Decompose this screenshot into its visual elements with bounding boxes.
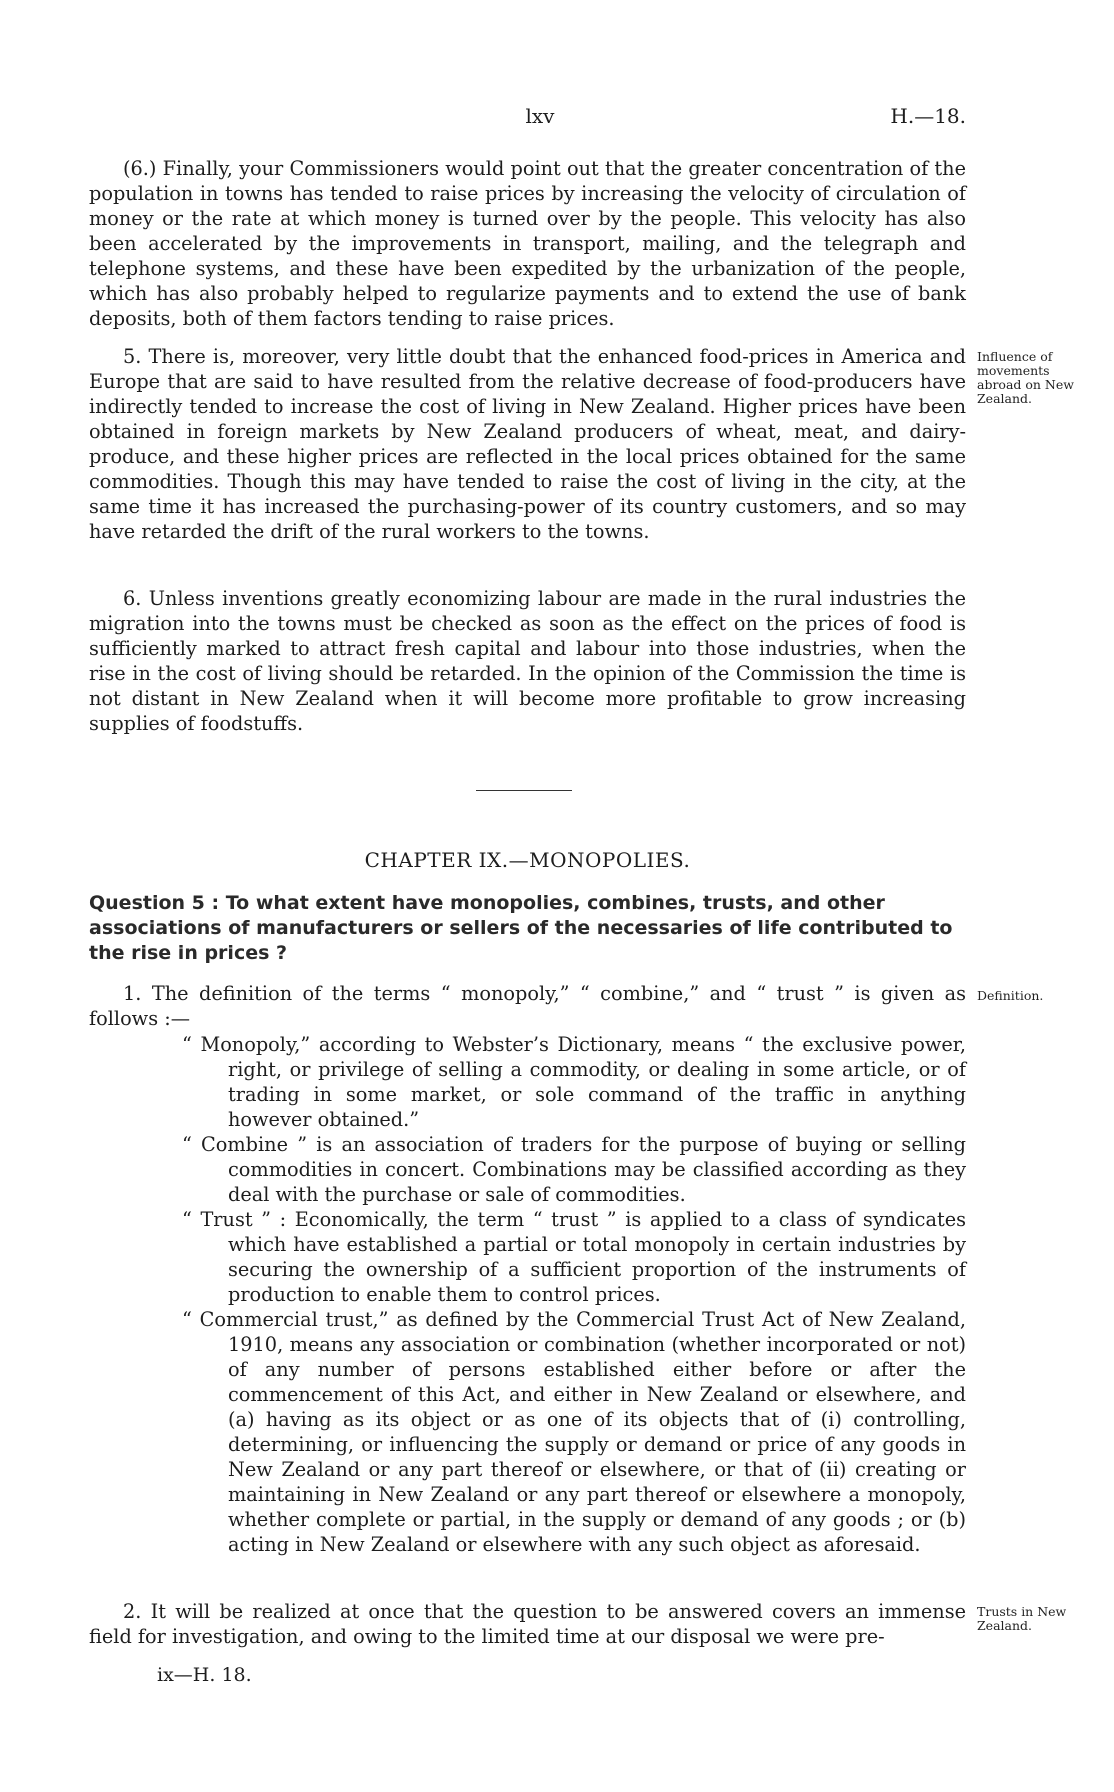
margin-note-trusts: Trusts in New Zealand. (977, 1604, 1067, 1633)
definition-combine: “ Combine ” is an association of traders for the purpose of buying or selling commodities in concert. Combinations may be classified according as they deal with the purchase or sale of commodities. (182, 1133, 966, 1206)
page-number: lxv (525, 104, 555, 128)
paragraph-text: 2. It will be realized at once that the question to be answered covers an immense field for investigation, and owing to the limited time at our disposal we were pre- (89, 1600, 966, 1648)
paragraph-5 (89, 344, 966, 544)
paragraph-six-finally (89, 156, 966, 331)
chapter-question: Question 5 : To what extent have monopolies, combines, trusts, and other associations of manufacturers or sellers of the necessaries of life contributed to the rise in prices ? (89, 892, 953, 964)
paragraph-text: 5. There is, moreover, very little doubt that the enhanced food-prices in America and Europe that are said to have resulted from the relative decrease of food-producers have indirectly tended to increase the cost of living in New Zealand. Higher prices have been obtained in foreign markets by New Zealand producers of wheat, meat, and dairy-produce, and these higher prices are reflected in the local prices obtained for the same commodities. Though this may have tended to raise the cost of living in the city, at the same time it has increased the purchasing-power of its country customers, and so may have retarded the drift of the rural workers to the towns. (89, 345, 966, 543)
paragraph-1 (89, 981, 966, 1031)
chapter-title: CHAPTER IX.—MONOPOLIES. (364, 848, 691, 872)
definition-monopoly: “ Monopoly,” according to Webster’s Dictionary, means “ the exclusive power, right, or privilege of selling a commodity, or dealing in some article, or of trading in some market, or sole command of the traffic in anything however obtained.” (182, 1033, 966, 1131)
paragraph-2 (89, 1599, 966, 1649)
definitions-list (182, 1032, 966, 1557)
definition-commercial-trust: “ Commercial trust,” as defined by the Commercial Trust Act of New Zealand, 1910, means any association or combination (whether incorporated or not) of any number of persons established either before or after the commencement of this Act, and either in New Zealand or elsewhere, and (a) having as its object or as one of its objects that of (i) controlling, determining, or influencing the supply or demand or price of any goods in New Zealand or any part thereof or elsewhere, or that of (ii) creating or maintaining in New Zealand or any part thereof or elsewhere a monopoly, whether complete or partial, in the supply or demand of any goods ; or (b) acting in New Zealand or elsewhere with any such object as aforesaid. (182, 1308, 966, 1556)
paragraph-text: (6.) Finally, your Commissioners would point out that the greater concentration of the population in towns has tended to raise prices by increasing the velocity of circulation of money or the rate at which money is turned over by the people. This velocity has also been accelerated by the improvements in transport, mailing, and the telegraph and telephone systems, and these have been expedited by the urbanization of the people, which has also probably helped to regularize payments and to extend the use of bank deposits, both of them factors tending to raise prices. (89, 157, 966, 330)
paragraph-text: 6. Unless inventions greatly economizing labour are made in the rural industries the migration into the towns must be checked as soon as the effect on the prices of food is sufficiently marked to attract fresh capital and labour into those industries, when the rise in the cost of living should be retarded. In the opinion of the Commission the time is not distant in New Zealand when it will become more profitable to grow increasing supplies of foodstuffs. (89, 587, 966, 735)
margin-note-definition: Definition. (977, 988, 1044, 1003)
margin-note-influence: Influence of movements abroad on New Zealand. (977, 349, 1074, 406)
page-signature: ix—H. 18. (157, 1664, 252, 1686)
paragraph-6 (89, 586, 966, 736)
paragraph-text: 1. The definition of the terms “ monopoly,” “ combine,” and “ trust ” is given as follows :— (89, 982, 966, 1030)
definition-trust: “ Trust ” : Economically, the term “ trust ” is applied to a class of syndicates which have established a partial or total monopoly in certain industries by securing the ownership of a sufficient proportion of the instruments of production to enable them to control prices. (182, 1208, 966, 1306)
document-reference: H.—18. (890, 104, 966, 128)
section-divider (476, 790, 572, 791)
